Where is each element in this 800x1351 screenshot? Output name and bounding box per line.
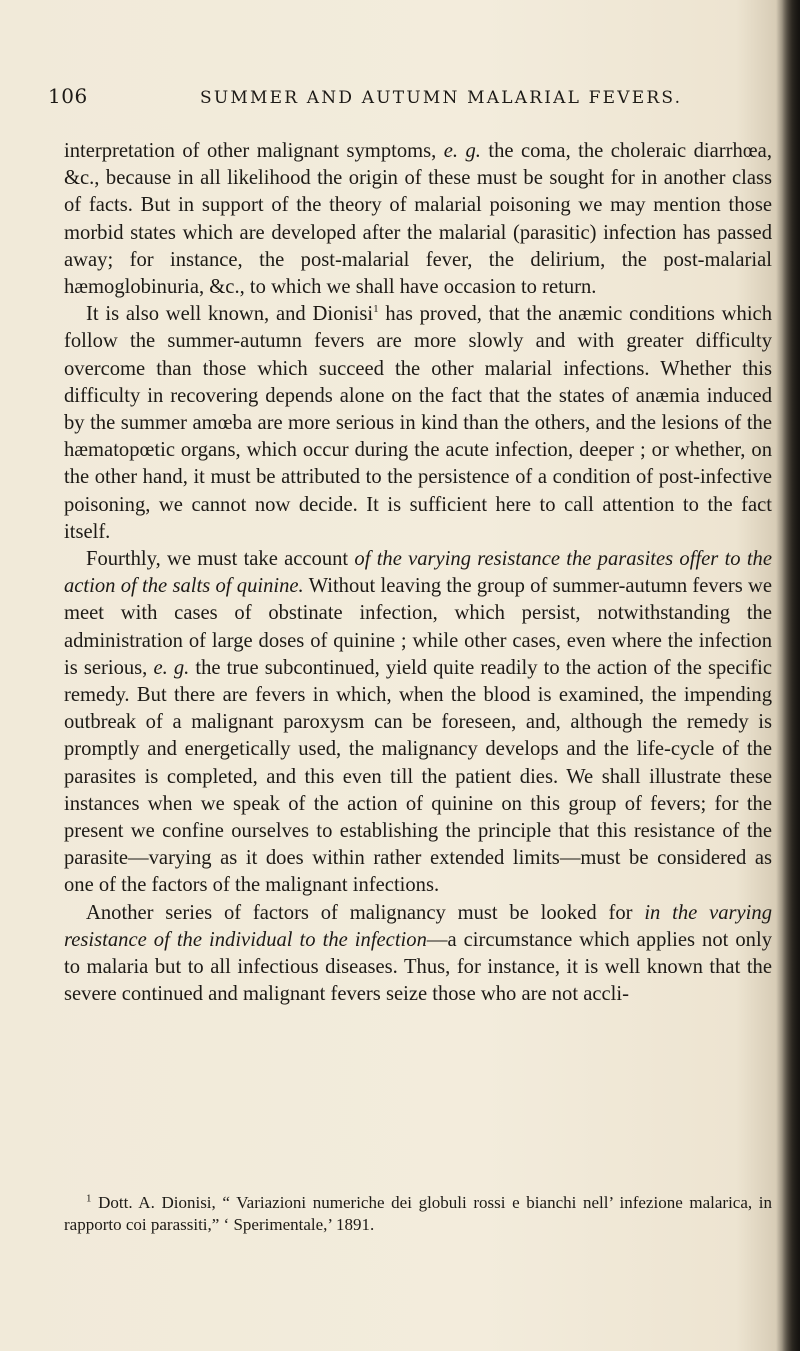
paragraph-1-eg: e. g. bbox=[443, 140, 481, 162]
paragraph-3-eg: e. g. bbox=[153, 656, 190, 679]
paragraph-3-italic: of the varying resistance the parasites offer to the action of the salts of quinine. bbox=[64, 548, 772, 598]
paragraph-1-rest: the coma, the choleraic diarrhœa, &c., because in all likelihood the origin of these must be sought for in another class of facts. But in support of the theory of malarial poisoning we may mention those morbid states which are developed after the malarial (parasitic) infection has passed away; for instance, the post-malarial fever, the delirium, the post-malarial hæmoglobinuria, &c., to which we shall have occasion to return. bbox=[64, 140, 772, 299]
footnote bbox=[64, 1192, 772, 1236]
footnote-marker: 1 bbox=[86, 1192, 92, 1205]
paragraph-4-italic: in the varying resistance of the individual to the infection bbox=[64, 901, 772, 951]
paragraph-3-mid: Without leaving the group of summer-autumn fevers we meet with cases of obstinate infection, which persist, notwithstanding the administration of large doses of quinine ; while other cases, even where the infection is serious, bbox=[64, 575, 772, 679]
footnote-reference: 1 bbox=[373, 303, 379, 316]
paragraph-2 bbox=[64, 301, 772, 546]
paragraph-4-start: Another series of factors of malignancy must be looked for bbox=[86, 901, 633, 924]
page-edge-shadow bbox=[782, 0, 800, 1351]
footnote-body: Dott. A. Dionisi, “ Variazioni numeriche dei globuli rossi e bianchi nell’ infezione malarica, in rapporto coi parassiti,” ‘ Sperimentale,’ 1891. bbox=[64, 1193, 772, 1234]
paragraph-1-start: interpretation of other malignant symptoms, bbox=[64, 140, 437, 162]
page-number: 106 bbox=[48, 84, 88, 108]
paragraph-3 bbox=[64, 546, 772, 900]
paragraph-3-start: Fourthly, we must take account bbox=[86, 548, 349, 571]
paragraph-2-rest: has proved, that the anæmic conditions which follow the summer-autumn fevers are more slowly and with greater difficulty overcome than those which succeed the other malarial infections. Whether this difficulty in recovering depends alone on the fact that the states of anæmia induced by the summer amœba are more serious in kind than the others, and the lesions of the hæmatopœtic organs, which occur during the acute infection, deeper ; or whether, on the other hand, it must be attributed to the persistence of a condition of post-infective poisoning, we cannot now decide. It is sufficient here to call attention to the fact itself. bbox=[64, 303, 772, 543]
paragraph-2-start: It is also well known, and Dionisi bbox=[86, 303, 374, 326]
footnote-text bbox=[64, 1192, 772, 1236]
paragraph-3-rest: the true subcontinued, yield quite readily to the action of the specific remedy. But there are fevers in which, when the blood is examined, the impending outbreak of a malignant paroxysm can be foreseen, and, although the remedy is promptly and energetically used, the malignancy develops and the life-cycle of the parasites is completed, and this even till the patient dies. We shall illustrate these instances when we speak of the action of quinine on this group of fevers; for the present we confine ourselves to establishing the principle that this resistance of the parasite—varying as it does within rather extended limits—must be considered as one of the factors of the malignant infections. bbox=[64, 656, 772, 897]
paragraph-4 bbox=[64, 900, 772, 1009]
body-text bbox=[64, 138, 772, 1009]
running-title: SUMMER AND AUTUMN MALARIAL FEVERS. bbox=[200, 88, 683, 108]
paragraph-1 bbox=[64, 138, 772, 301]
paragraph-4-rest: —a circumstance which applies not only to malaria but to all infectious diseases. Thus, for instance, it is well known that the severe continued and malignant fevers seize those who are not accli- bbox=[64, 928, 772, 1006]
